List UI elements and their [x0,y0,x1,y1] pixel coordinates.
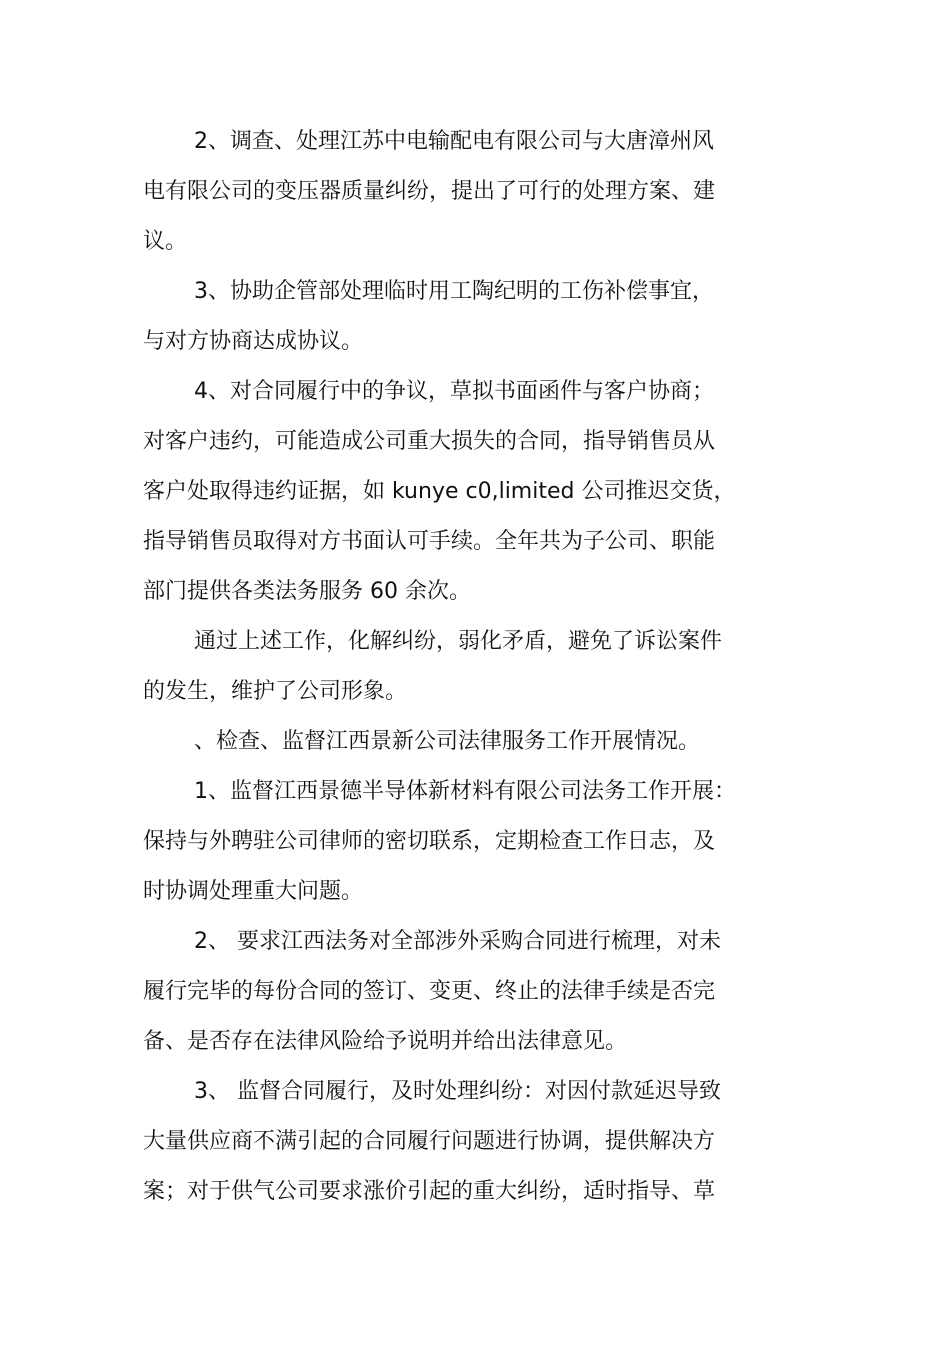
text-line-12: 的发生，维护了公司形象。 [143,679,408,704]
text-line-7: 对客户违约，可能造成公司重大损失的合同，指导销售员从 [143,429,716,454]
text-line-1: 2、调查、处理江苏中电输配电有限公司与大唐漳州风 [194,129,714,154]
text-line-10: 部门提供各类法务服务 60 余次。 [143,579,471,604]
text-line-15: 保持与外聘驻公司律师的密切联系，定期检查工作日志，及 [143,829,716,854]
text-line-11: 通过上述工作，化解纠纷，弱化矛盾，避免了诉讼案件 [194,629,723,654]
text-line-17: 2、 要求江西法务对全部涉外采购合同进行梳理，对未 [194,929,721,954]
text-line-18: 履行完毕的每份合同的签订、变更、终止的法律手续是否完 [143,979,716,1004]
text-line-19: 备、是否存在法律风险给予说明并给出法律意见。 [143,1029,628,1054]
text-line-22: 案；对于供气公司要求涨价引起的重大纠纷，适时指导、草 [143,1179,716,1204]
text-line-21: 大量供应商不满引起的合同履行问题进行协调，提供解决方 [143,1129,716,1154]
text-line-16: 时协调处理重大问题。 [143,879,364,904]
text-line-2: 电有限公司的变压器质量纠纷，提出了可行的处理方案、建 [143,179,716,204]
text-line-5: 与对方协商达成协议。 [143,329,364,354]
text-line-8: 客户处取得违约证据，如 kunye c0,limited 公司推迟交货， [143,479,736,504]
text-line-20: 3、 监督合同履行，及时处理纠纷：对因付款延迟导致 [194,1079,721,1104]
text-line-6: 4、对合同履行中的争议，草拟书面函件与客户协商； [194,379,714,404]
text-line-4: 3、协助企管部处理临时用工陶纪明的工伤补偿事宜， [194,279,714,304]
text-line-9: 指导销售员取得对方书面认可手续。全年共为子公司、职能 [143,529,716,554]
text-line-14: 1、监督江西景德半导体新材料有限公司法务工作开展： [194,779,736,804]
text-line-13: 、检查、监督江西景新公司法律服务工作开展情况。 [194,729,701,754]
text-line-3: 议。 [143,229,188,254]
